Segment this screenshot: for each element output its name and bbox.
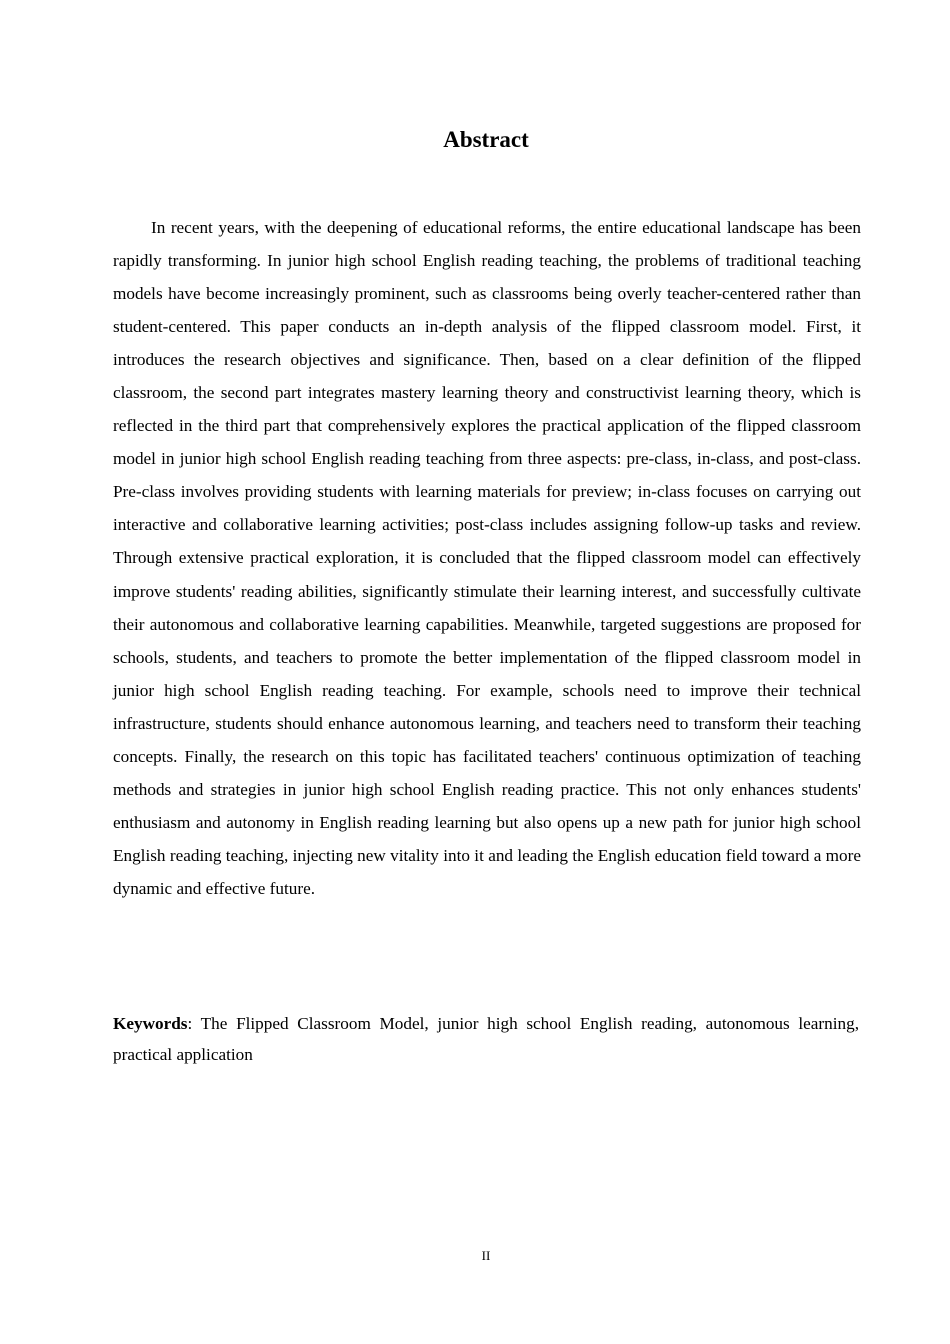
keywords-line bbox=[113, 1008, 859, 1070]
page-title: Abstract bbox=[443, 127, 529, 152]
keywords-label: Keywords bbox=[113, 1014, 188, 1033]
keywords-separator: : bbox=[187, 1014, 201, 1033]
page-number: II bbox=[481, 1248, 491, 1263]
abstract-paragraph: In recent years, with the deepening of educational reforms, the entire educational landscape has been rapidly transforming. In junior high school English reading teaching, the problems of traditional teaching models have become increasingly prominent, such as classrooms being overly teacher-centered rather than student-centered. This paper conducts an in-depth analysis of the flipped classroom model. First, it introduces the research objectives and significance. Then, based on a clear definition of the flipped classroom, the second part integrates mastery learning theory and constructivist learning theory, which is reflected in the third part that comprehensively explores the practical application of the flipped classroom model in junior high school English reading teaching from three aspects: pre-class, in-class, and post-class. Pre-class involves providing students with learning materials for preview; in-class focuses on carrying out interactive and collaborative learning activities; post-class includes assigning follow-up tasks and review. Through extensive practical exploration, it is concluded that the flipped classroom model can effectively improve students' reading abilities, significantly stimulate their learning interest, and successfully cultivate their autonomous and collaborative learning capabilities. Meanwhile, targeted suggestions are proposed for schools, students, and teachers to promote the better implementation of the flipped classroom model in junior high school English reading teaching. For example, schools need to improve their technical infrastructure, students should enhance autonomous learning, and teachers need to transform their teaching concepts. Finally, the research on this topic has facilitated teachers' continuous optimization of teaching methods and strategies in junior high school English reading practice. This not only enhances students' enthusiasm and autonomy in English reading learning but also opens up a new path for junior high school English reading teaching, injecting new vitality into it and leading the English education field toward a more dynamic and effective future. bbox=[113, 218, 861, 898]
keywords-text: The Flipped Classroom Model, junior high school English reading, autonomous learning, practical application bbox=[113, 1014, 859, 1064]
